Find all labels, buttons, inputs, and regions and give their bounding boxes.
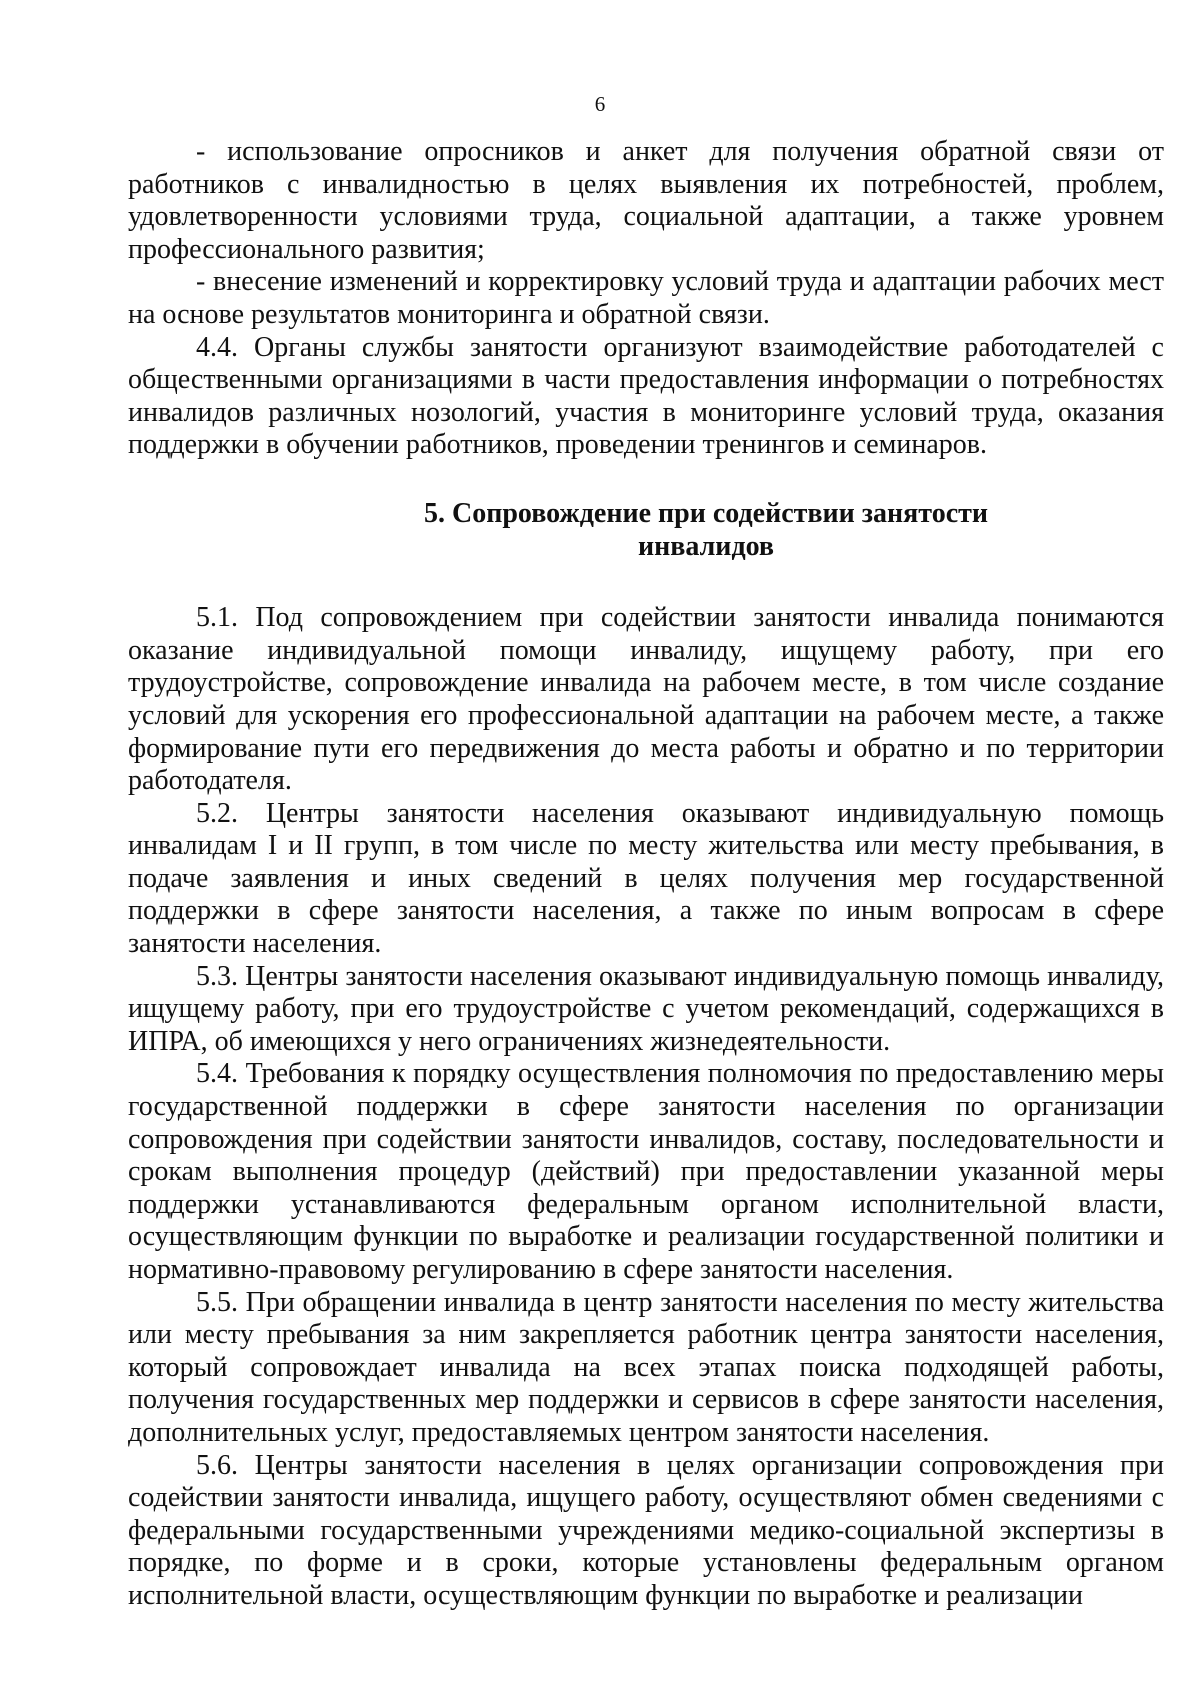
paragraph-5-6: 5.6. Центры занятости населения в целях организации сопровождения при содействии занятости инвалида, ищущего работу, осуществляют обмен сведениями с федеральными государственными учреждениями медико-социальной экспертизы в порядке, по форме и в сроки, которые установлены федеральным органом исполнительной власти, осуществляющим функции по выработке и реализации [128,1449,1164,1611]
paragraph-changes: - внесение изменений и корректировку условий труда и адаптации рабочих мест на основе результатов мониторинга и обратной связи. [128,266,1164,330]
document-body [128,136,1164,1613]
paragraph-5-1: 5.1. Под сопровождением при содействии занятости инвалида понимаются оказание индивидуальной помощи инвалиду, ищущему работу, при его трудоустройстве, сопровождение инвалида на рабочем месте, в том числе создание условий для ускорения его профессиональной адаптации на рабочем месте, а также формирование пути его передвижения до места работы и обратно и по территории работодателя. [128,602,1164,797]
paragraph-questionnaires: - использование опросников и анкет для получения обратной связи от работников с инвалидностью в целях выявления их потребностей, проблем, удовлетворенности условиями труда, социальной адаптации, а также уровнем профессионального развития; [128,136,1164,265]
paragraph-5-4: 5.4. Требования к порядку осуществления полномочия по предоставлению меры государственной поддержки в сфере занятости населения по организации сопровождения при содействии занятости инвалидов, составу, последовательности и срокам выполнения процедур (действий) при предоставлении указанной меры поддержки устанавливаются федеральным органом исполнительной власти, осуществляющим функции по выработке и реализации государственной политики и нормативно-правовому регулированию в сфере занятости населения. [128,1058,1164,1285]
page-number: 6 [594,92,606,116]
paragraph-5-2: 5.2. Центры занятости населения оказывают индивидуальную помощь инвалидам I и II групп, в том числе по месту жительства или месту пребывания, в подаче заявления и иных сведений в целях получения мер государственной поддержки в сфере занятости населения, а также по иным вопросам в сфере занятости населения. [128,797,1164,960]
section-heading-line1: 5. Сопровождение при содействии занятости [423,497,989,529]
section-heading [128,498,1164,563]
paragraph-5-3: 5.3. Центры занятости населения оказывают индивидуальную помощь инвалиду, ищущему работу, при его трудоустройстве с учетом рекомендаций, содержащихся в ИПРА, об имеющихся у него ограничениях жизнедеятельности. [128,960,1164,1057]
paragraph-5-5: 5.5. При обращении инвалида в центр занятости населения по месту жительства или месту пребывания за ним закрепляется работник центра занятости населения, который сопровождает инвалида на всех этапах поиска подходящей работы, получения государственных мер поддержки и сервисов в сфере занятости населения, дополнительных услуг, предоставляемых центром занятости населения. [128,1286,1164,1448]
section-heading-line2: инвалидов [637,530,775,562]
paragraph-4-4: 4.4. Органы службы занятости организуют взаимодействие работодателей с общественными организациями в части предоставления информации о потребностях инвалидов различных нозологий, участия в мониторинге условий труда, оказания поддержки в обучении работников, проведении тренингов и семинаров. [128,331,1164,461]
